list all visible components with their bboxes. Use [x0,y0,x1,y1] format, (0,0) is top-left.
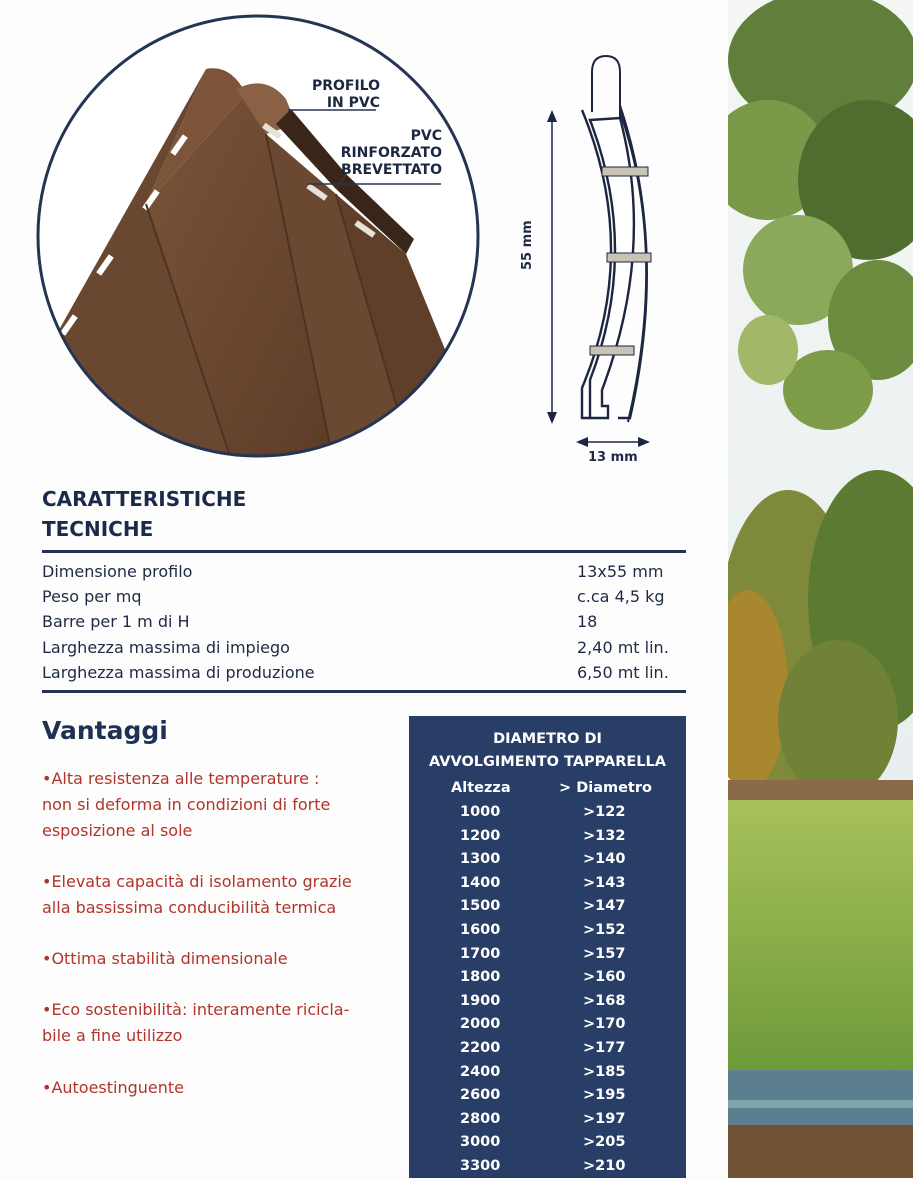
advantage-item [42,766,382,844]
height-cell: 1600 [460,922,501,938]
advantages-title: Vantaggi [42,716,168,745]
spec-row [42,638,682,663]
height-cell: 2400 [460,1063,501,1080]
advantage-line: •Ottima stabilità dimensionale [42,949,288,968]
diameter-cell: >140 [583,851,626,868]
advantage-item [42,869,382,921]
spec-row [42,587,682,612]
advantage-line: •Alta resistenza alle temperature : [42,769,320,788]
diameter-cell: >210 [583,1158,626,1174]
height-cell: 1000 [460,804,501,820]
spec-label: Larghezza massima di impiego [42,638,290,657]
height-cell: 2800 [460,1110,501,1127]
spec-row [42,612,682,637]
height-cell: 1900 [460,992,501,1009]
advantage-line: non si deforma in condizioni di forte [42,795,331,814]
diameter-table-title [409,728,686,774]
divider-top [42,550,686,553]
advantage-line: alla bassissima conducibilità termica [42,898,337,917]
heading-line: TECNICHE [42,517,154,541]
specs-heading [42,484,442,544]
advantage-item [42,946,382,972]
advantage-line: esposizione al sole [42,821,193,840]
dimension-width-label: 13 mm [588,450,638,465]
diameter-cell: >168 [583,992,626,1009]
callout-rinforzato [320,128,442,179]
dimension-height-label: 55 mm [520,220,535,270]
advantage-line: •Autoestinguente [42,1078,185,1097]
spec-value: 18 [577,612,598,631]
callout-line: BREVETTATO [341,162,442,178]
callout-line: PROFILO [311,78,380,94]
diameter-cell: >157 [583,945,626,962]
profile-illustration [36,14,480,458]
height-cell: 1300 [460,851,501,868]
callout-profilo [290,78,380,112]
callout-line: RINFORZATO [340,145,442,161]
diameter-cell: >195 [583,1087,626,1104]
height-cell: 1500 [460,898,501,915]
callout-line: IN PVC [326,95,380,111]
height-cell: 2000 [460,1016,501,1033]
advantage-item [42,997,382,1049]
heading-line: CARATTERISTICHE [42,487,247,511]
height-cell: 1700 [460,945,501,962]
cross-section-drawing [520,50,690,470]
advantage-line: •Eco sostenibilità: interamente ricicla- [42,1000,350,1019]
callout-line: PVC [410,128,442,144]
diameter-cell: >170 [583,1016,626,1033]
diameter-cell: >160 [583,969,626,986]
spec-value: 2,40 mt lin. [577,638,669,657]
height-cell: 1400 [460,874,501,891]
diameter-cell: >143 [583,874,626,891]
spec-row [42,663,682,688]
diameter-cell: >185 [583,1063,626,1080]
spec-label: Barre per 1 m di H [42,612,190,631]
divider-bottom [42,690,686,693]
spec-label: Larghezza massima di produzione [42,663,315,682]
column-header-height: Altezza [451,780,511,796]
advantage-item [42,1075,382,1101]
spec-value: 6,50 mt lin. [577,663,669,682]
diameter-cell: >147 [583,898,626,915]
diameter-cell: >205 [583,1134,626,1151]
diameter-cell: >177 [583,1040,626,1056]
spec-value: c.ca 4,5 kg [577,587,665,606]
spec-row [42,562,682,587]
height-cell: 3000 [460,1134,501,1151]
diameter-cell: >122 [583,804,626,820]
height-cell: 2600 [460,1087,501,1104]
advantage-line: •Elevata capacità di isolamento grazie [42,872,352,891]
diameter-table [409,716,686,1178]
spec-value: 13x55 mm [577,562,664,581]
title-line: AVVOLGIMENTO TAPPARELLA [429,754,666,770]
height-cell: 2200 [460,1040,501,1056]
diameter-cell: >132 [583,827,626,844]
diameter-cell: >152 [583,922,626,938]
spec-label: Dimensione profilo [42,562,193,581]
title-line: DIAMETRO DI [493,731,602,747]
column-header-diameter: > Diametro [559,780,652,796]
diameter-cell: >197 [583,1110,626,1127]
landscape-photo [728,0,913,1178]
spec-label: Peso per mq [42,587,142,606]
height-cell: 1200 [460,827,501,844]
height-cell: 3300 [460,1158,501,1174]
advantage-line: bile a fine utilizzo [42,1026,183,1045]
height-cell: 1800 [460,969,501,986]
